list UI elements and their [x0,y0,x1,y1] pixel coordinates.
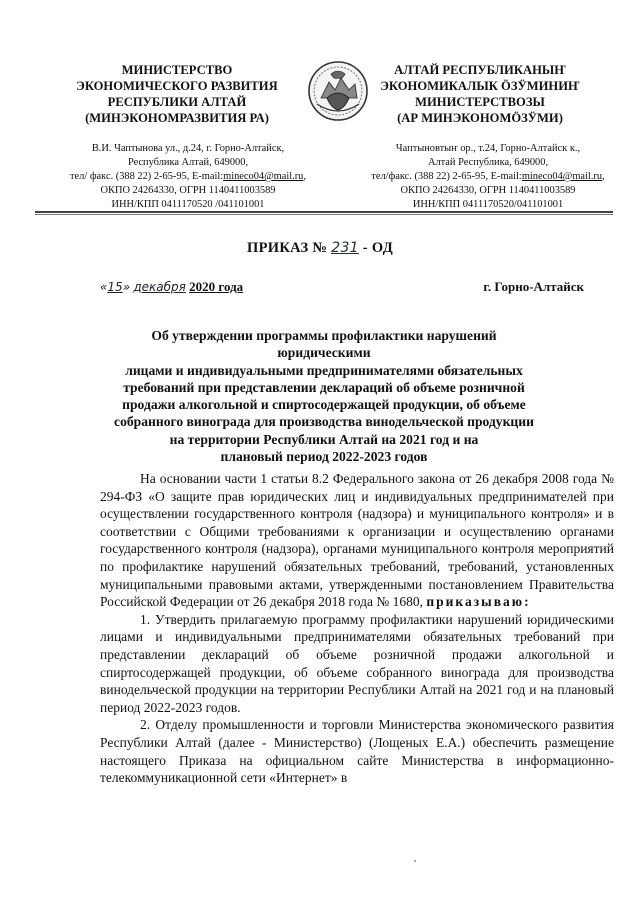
address-line: Республика Алтай, 649000, [127,157,249,168]
header-line: РЕСПУБЛИКИ АЛТАЙ [107,95,247,109]
title-line: Об утверждении программы профилактики нарушений юридическими [151,328,497,361]
order-date [100,279,243,295]
phone-fax-label: тел/факс. (388 22) 2-65-95, E-mail: [371,171,522,182]
ministry-header-russian [52,62,302,126]
order-prefix: ПРИКАЗ № [247,240,328,256]
address-block-russian [38,142,338,212]
header-line: (АР МИНЭКОНОМӦЗӰМИ) [397,111,563,125]
title-line: требований при представлении деклараций об объеме розничной [123,379,525,395]
scan-speck [414,860,416,862]
body-paragraph: 2. Отделу промышленности и торговли Министерства экономического развития Республики Алтай (далее - Министерство) (Лощеных Е.А.) обеспечить размещение настоящего Приказа на официальном сайте Министерства в информационно-телекоммуникационной сети «Интернет» в [100,717,614,786]
header-line: ЭКОНОМИКАЛЫК ӦЗӰМИНИҤ [380,79,580,93]
address-punct: , [303,171,306,182]
address-line: Алтай Республика, 649000, [427,157,549,168]
title-line: лицами и индивидуальными предпринимателями обязательных [125,362,523,378]
header-divider [35,211,613,213]
address-line: ИНН/КПП 0411170520/041101001 [412,199,564,210]
address-line: В.И. Чаптынова ул., д.24, г. Горно-Алтайск, [91,143,285,154]
header-divider-thin [35,214,613,215]
order-heading [0,240,640,257]
address-line: ИНН/КПП 0411170520 /041101001 [111,199,265,210]
body-paragraph [100,470,614,611]
address-block-altai [338,142,638,212]
date-open-quote: « [100,280,108,294]
header-line: МИНИСТЕРСТВОЗЫ [415,95,545,109]
document-title [104,327,544,465]
city-name: г. Горно-Алтайск [483,279,584,294]
title-line: плановый период 2022-2023 годов [220,449,428,465]
address-line: Чаптыновтыҥ ор., т.24, Горно-Алтайск к., [395,143,581,154]
address-contact-line [338,170,638,184]
date-month: декабря [133,280,186,294]
order-number: 231 [331,240,359,256]
title-line: продажи алкогольной и спиртосодержащей продукции, об объеме [122,397,526,413]
email-link[interactable]: mineco04@mail.ru [223,171,304,182]
address-punct: , [602,171,605,182]
phone-fax-label: тел/ факс. (388 22) 2-65-95, E-mail: [70,171,224,182]
header-line: МИНИСТЕРСТВО [121,63,233,77]
title-line: собранного винограда для производства винодельческой продукции [114,414,534,430]
body-paragraph: 1. Утвердить прилагаемую программу профилактики нарушений юридическими лицами и индивидуальными предпринимателями обязательных требований при представлении деклараций об объеме розничной продажи алкогольной и спиртосодержащей продукции, об объеме собранного винограда для производства винодельческой продукции на территории Республики Алтай на 2021 год и на плановый период 2022-2023 годов. [100,611,614,715]
header-line: (МИНЭКОНОМРАЗВИТИЯ РА) [85,111,269,125]
date-day: 15 [107,280,123,294]
paragraph-text: На основании части 1 статьи 8.2 Федерального закона от 26 декабря 2008 года № 294-ФЗ «О защите прав юридических лиц и индивидуальных предпринимателей при осуществлении государственного контроля (надзора) и муниципального контроля» и в соответствии с Общими требованиями к организации и осуществлению органами государственного контроля (надзора), органами муниципального контроля мероприятий по профилактике нарушений обязательных требований, требований, установленных муниципальными правовыми актами, утвержденными постановлением Правительства Российской Федерации от 26 декабря 2018 года № 1680, [100,471,614,610]
order-word: приказываю: [426,594,531,610]
order-suffix: - ОД [362,240,393,256]
address-contact-line [38,170,338,184]
address-line: ОКПО 24264330, ОГРН 1140411003589 [100,185,276,196]
email-link[interactable]: mineco04@mail.ru [521,171,603,182]
date-close-quote: » [122,280,131,294]
title-line: на территории Республики Алтай на 2021 год и на [169,431,479,447]
header-line: ЭКОНОМИЧЕСКОГО РАЗВИТИЯ [76,79,278,93]
document-body [100,470,614,787]
address-line: ОКПО 24264330, ОГРН 1140411003589 [400,185,576,196]
date-year: 2020 года [189,279,244,294]
ministry-header-altai [355,62,605,126]
header-line: АЛТАЙ РЕСПУБЛИКАНЫҤ [394,63,566,77]
